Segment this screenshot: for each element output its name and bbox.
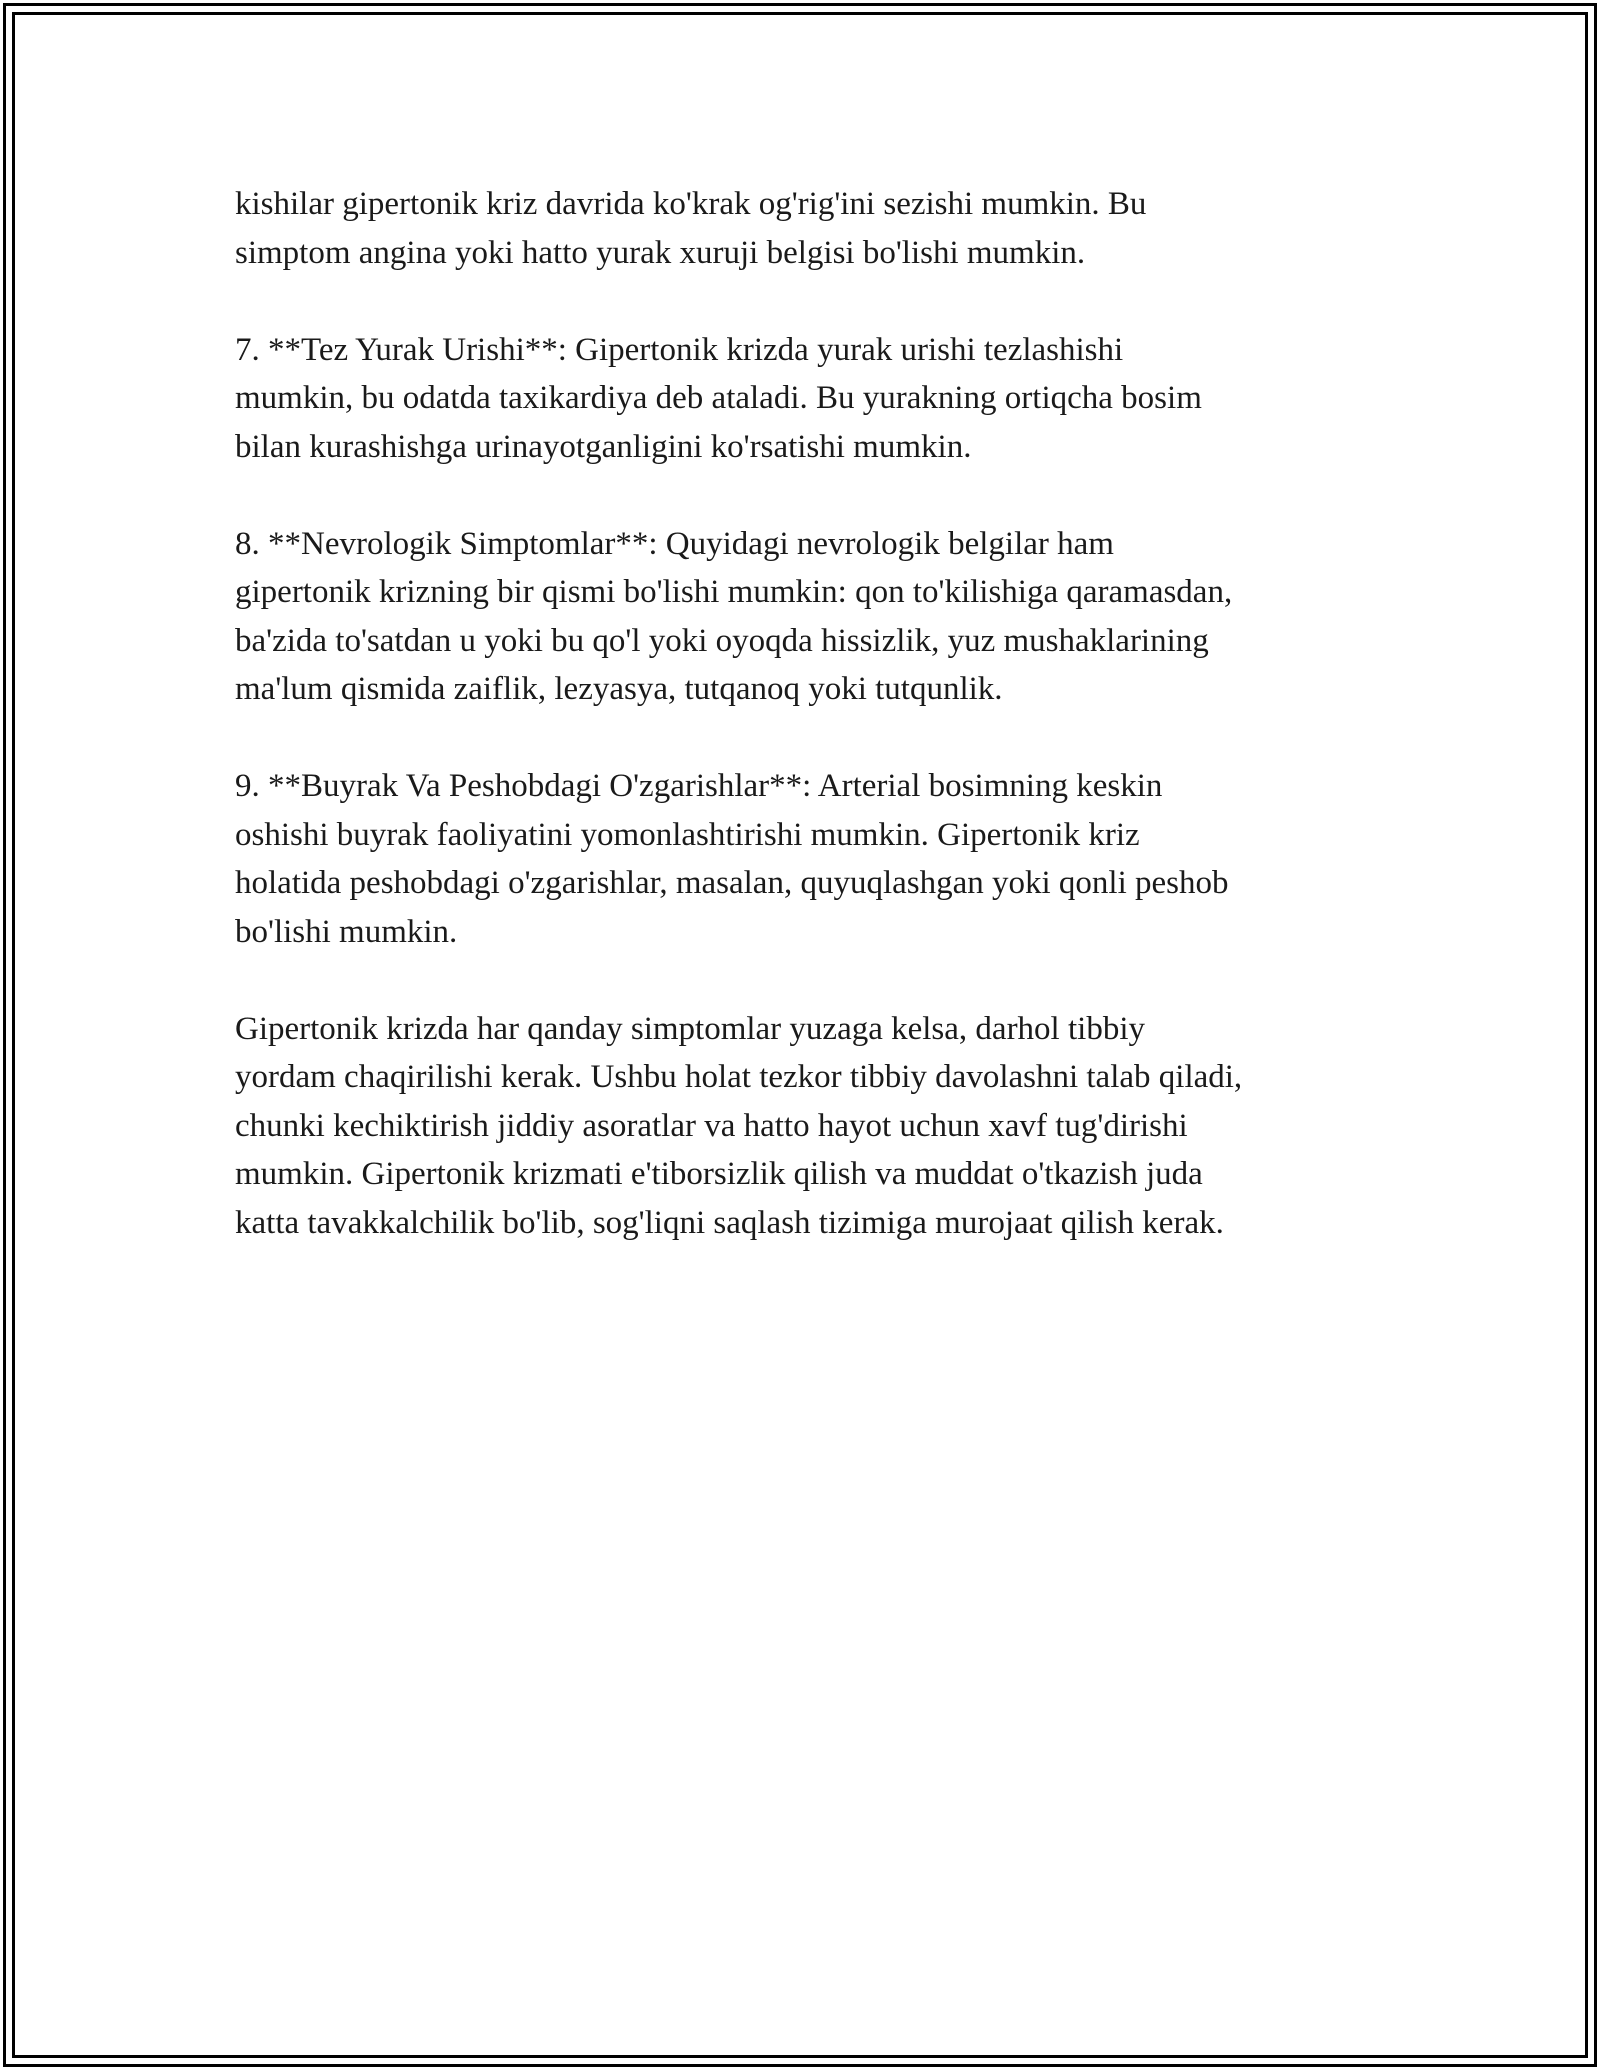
paragraph-item-9-kidney-urine-changes [235,762,1365,956]
text-line: ma'lum qismida zaiflik, lezyasya, tutqanoq yoki tutqunlik. [235,671,1003,707]
text-line: oshishi buyrak faoliyatini yomonlashtirishi mumkin. Gipertonik kriz [235,816,1140,853]
text-line: kishilar gipertonik kriz davrida ko'krak og'rig'ini sezishi mumkin. Bu [235,186,1147,222]
paragraph-conclusion [235,1005,1365,1248]
text-line: Gipertonik krizda har qanday simptomlar yuzaga kelsa, darhol tibbiy [235,1010,1145,1047]
text-line: bo'lishi mumkin. [235,913,458,950]
text-line: 7. **Tez Yurak Urishi**: Gipertonik krizda yurak urishi tezlashishi [235,331,1124,368]
paragraph-chest-pain-continuation [235,180,1365,277]
text-line: 9. **Buyrak Va Peshobdagi O'zgarishlar**: Arterial bosimning keskin [235,768,1163,804]
text-line: chunki kechiktirish jiddiy asoratlar va hatto hayot uchun xavf tug'dirishi [235,1107,1188,1144]
text-line: holatida peshobdagi o'zgarishlar, masalan, quyuqlashgan yoki qonli peshob [235,865,1229,901]
text-line: yordam chaqirilishi kerak. Ushbu holat tezkor tibbiy davolashni talab qiladi, [235,1059,1243,1095]
text-line: gipertonik krizning bir qismi bo'lishi mumkin: qon to'kilishiga qaramasdan, [235,574,1233,610]
text-line: ba'zida to'satdan u yoki bu qo'l yoki oyoqda hissizlik, yuz mushaklarining [235,622,1209,659]
text-line: simptom angina yoki hatto yurak xuruji belgisi bo'lishi mumkin. [235,234,1086,271]
text-line: katta tavakkalchilik bo'lib, sog'liqni saqlash tizimiga murojaat qilish kerak. [235,1204,1224,1241]
paragraph-item-8-neurological-symptoms [235,520,1365,714]
document-body [235,180,1365,1296]
text-line: 8. **Nevrologik Simptomlar**: Quyidagi nevrologik belgilar ham [235,525,1114,562]
text-line: mumkin, bu odatda taxikardiya deb ataladi. Bu yurakning ortiqcha bosim [235,380,1202,416]
text-line: bilan kurashishga urinayotganligini ko'rsatishi mumkin. [235,428,972,465]
paragraph-item-7-rapid-heartbeat [235,326,1365,472]
text-line: mumkin. Gipertonik krizmati e'tiborsizlik qilish va muddat o'tkazish juda [235,1156,1203,1192]
